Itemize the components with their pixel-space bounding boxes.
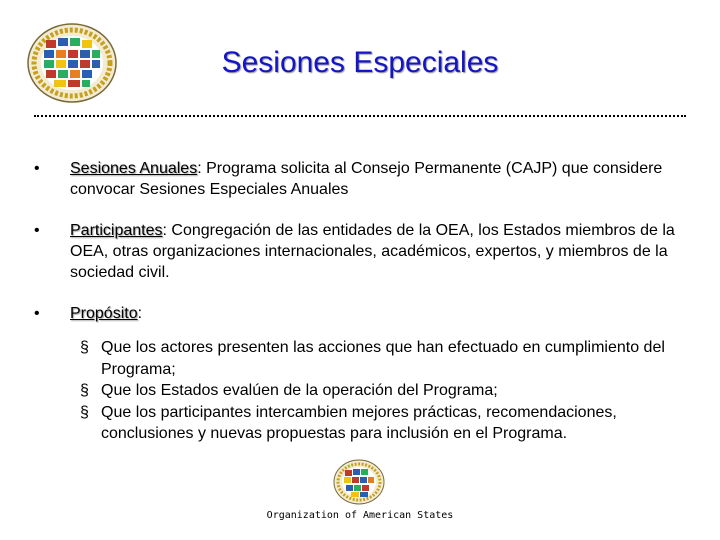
sub-bullet-marker: § <box>80 403 89 421</box>
sub-bullet-marker: § <box>80 382 89 399</box>
bullet-colon: : <box>137 305 143 322</box>
sub-bullet-text: Que los actores presenten las acciones que han efectuado en cumplimiento del Programa; <box>101 339 665 378</box>
title-divider <box>34 115 686 117</box>
sub-bullet-item <box>80 380 690 402</box>
bullet-colon: : <box>197 160 202 177</box>
sub-bullet-marker: § <box>80 339 89 356</box>
slide-title: Sesiones Especiales <box>221 46 499 79</box>
bullet-marker: • <box>34 160 40 177</box>
bullet-term: Sesiones Anuales <box>70 160 198 177</box>
bullet-item <box>34 220 684 283</box>
sub-bullet-item <box>80 402 690 445</box>
sub-bullet-item <box>80 337 690 380</box>
bullet-term: Propósito <box>70 305 138 322</box>
bullet-marker: • <box>34 222 40 239</box>
bullet-text: Programa solicita al Consejo Permanente (CAJP) que considere convocar Sesiones Especiales Anuales <box>70 160 663 198</box>
bullet-item <box>34 303 684 324</box>
bullet-term: Participantes <box>70 222 163 239</box>
bullet-colon: : <box>162 222 167 239</box>
bullet-item <box>34 158 684 200</box>
sub-bullet-list <box>80 337 690 445</box>
sub-bullet-text: Que los Estados evalúen de la operación del Programa; <box>101 382 498 399</box>
bullet-list <box>34 158 684 344</box>
bullet-text: Congregación de las entidades de la OEA, los Estados miembros de la OEA, otras organizaciones internacionales, académicos, expertos, y miembros de la sociedad civil. <box>70 222 675 281</box>
bullet-marker: • <box>34 305 40 322</box>
footer-organization: Organization of American States <box>266 510 454 521</box>
oas-seal-small-logo <box>332 458 386 506</box>
sub-bullet-text: Que los participantes intercambien mejores prácticas, recomendaciones, conclusiones y nuevas propuestas para inclusión en el Programa. <box>101 403 617 442</box>
